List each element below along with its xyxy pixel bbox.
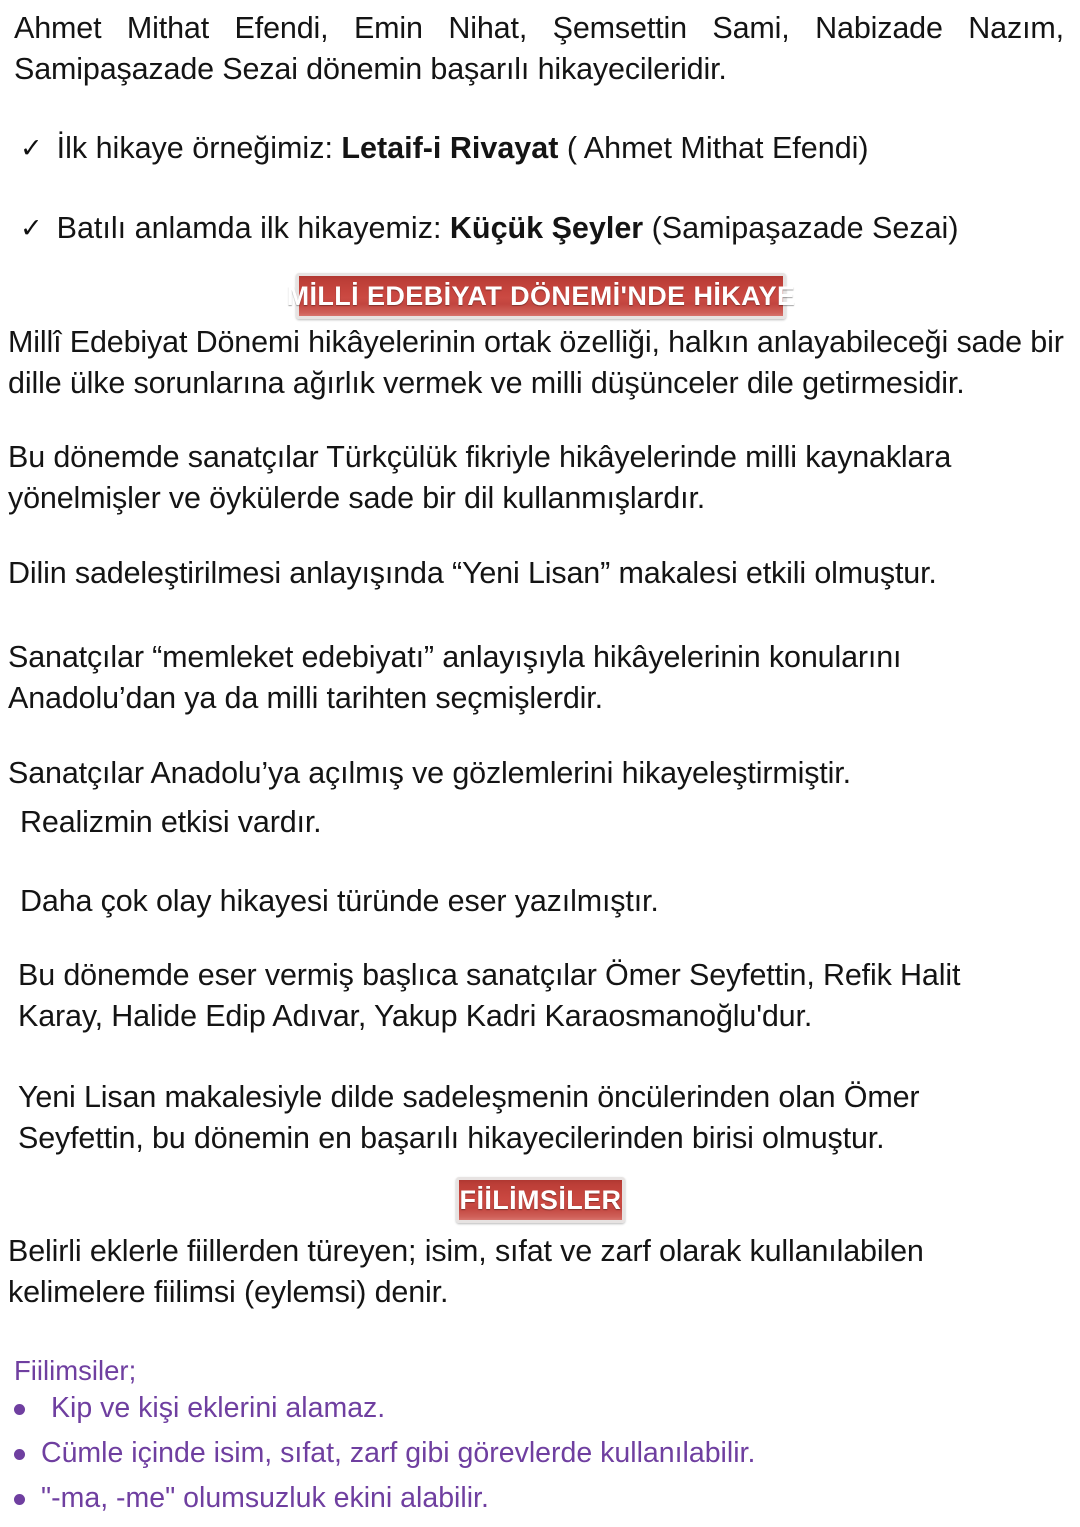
paragraph-sanatcilar: Bu dönemde eser vermiş başlıca sanatçılar Ömer Seyfettin, Refik Halit Karay, Halide Edip Adıvar, Yakup Kadri Karaosmanoğlu'dur. <box>18 958 961 1033</box>
paragraph-turkculuk: Bu dönemde sanatçılar Türkçülük fikriyle hikâyelerinde milli kaynaklara yönelmişler ve öykülerde sade bir dil kullanmışlardır. <box>8 440 952 515</box>
check-item-2-bold: Küçük Şeyler <box>449 211 644 245</box>
check-list-item-1 <box>20 128 1060 170</box>
intro-paragraph <box>14 8 1064 90</box>
check-list-item-2-text <box>57 208 959 249</box>
check-item-2-prefix: Batılı anlamda ilk hikayemiz: <box>56 211 450 245</box>
paragraph-olay-hikayesi: Daha çok olay hikayesi türünde eser yazılmıştır. <box>20 884 659 918</box>
paragraph-yeni-lisan: Dilin sadeleştirilmesi anlayışında “Yeni Lisan” makalesi etkili olmuştur. <box>8 556 937 590</box>
paragraph-ortak-ozellik: Millî Edebiyat Dönemi hikâyelerinin ortak özelliği, halkın anlayabileceği sade bir dille ülke sorunlarına ağırlık vermek ve milli düşünceler dile getirmesidir. <box>8 325 1064 400</box>
fiilimsiler-bullet-list <box>14 1388 1054 1523</box>
intro-line-1: Ahmet Mithat Efendi, Emin Nihat, Şemsettin Sami, Nabizade Nazım, <box>14 11 1064 45</box>
check-item-2-suffix: (Samipaşazade Sezai) <box>643 211 959 245</box>
paragraph-fiilimsi-tanimi: Belirli eklerle fiillerden türeyen; isim, sıfat ve zarf olarak kullanılabilen kelimelere fiilimsi (eylemsi) denir. <box>8 1234 924 1309</box>
paragraph-realizm: Realizmin etkisi vardır. <box>20 805 322 839</box>
list-item-text: "-ma, -me" olumsuzluk ekini alabilir. <box>41 1482 489 1514</box>
bullet-dot-icon <box>14 1494 25 1505</box>
intro-line-2: Samipaşazade Sezai dönemin başarılı hikayecileridir. <box>14 52 727 86</box>
purple-list-heading: Fiilimsiler; <box>14 1355 137 1386</box>
check-list-item-2 <box>20 208 1060 250</box>
section-badge-fiilimsiler: FİİLİMSİLER <box>456 1177 625 1223</box>
list-item-text: Kip ve kişi eklerini alamaz. <box>51 1392 386 1424</box>
section-badge-milli-edebiyat: MİLLİ EDEBİYAT DÖNEMİ'NDE HİKAYE <box>296 273 786 319</box>
checkmark-icon: ✓ <box>20 213 43 244</box>
bullet-dot-icon <box>14 1449 25 1460</box>
check-item-1-bold: Letaif-i Rivayat <box>341 131 559 165</box>
list-item <box>14 1433 1054 1474</box>
paragraph-omer-seyfettin: Yeni Lisan makalesiyle dilde sadeleşmenin öncülerinden olan Ömer Seyfettin, bu dönemin en başarılı hikayecilerinden birisi olmuştur. <box>18 1080 920 1155</box>
check-item-1-prefix: İlk hikaye örneğimiz: <box>56 131 342 165</box>
list-item <box>14 1388 1054 1429</box>
list-item-text: Cümle içinde isim, sıfat, zarf gibi görevlerde kullanılabilir. <box>41 1437 756 1469</box>
check-item-1-suffix: ( Ahmet Mithat Efendi) <box>558 131 869 165</box>
list-item <box>14 1478 1054 1519</box>
paragraph-memleket-edebiyati: Sanatçılar “memleket edebiyatı” anlayışıyla hikâyelerinin konularını Anadolu’dan ya da milli tarihten seçmişlerdir. <box>8 640 902 715</box>
checkmark-icon: ✓ <box>20 133 43 164</box>
check-list-item-1-text <box>57 128 869 169</box>
paragraph-anadoluya-acilma: Sanatçılar Anadolu’ya açılmış ve gözlemlerini hikayeleştirmiştir. <box>8 756 851 790</box>
bullet-dot-icon <box>14 1404 25 1415</box>
